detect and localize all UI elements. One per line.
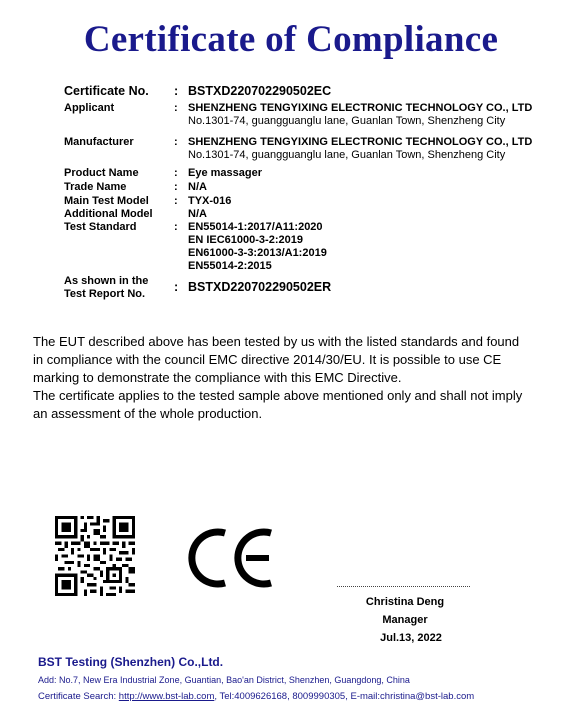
applicant-name: SHENZHENG TENGYIXING ELECTRONIC TECHNOLOGY CO., LTD [188, 102, 533, 114]
manufacturer-address: No.1301-74, guangguanglu lane, Guanlan Town, Shenzheng City [188, 149, 506, 161]
field-test-report [64, 275, 331, 301]
signature-line [337, 586, 470, 587]
field-test-standard [64, 221, 327, 273]
main-test-model-value: TYX-016 [188, 195, 232, 207]
field-certificate-no [64, 84, 331, 99]
statement-line: The certificate applies to the tested sample above mentioned only and shall not imply [33, 388, 523, 403]
qr-code-icon [55, 516, 135, 596]
field-label: Applicant [64, 102, 115, 114]
field-colon: : [174, 136, 178, 148]
field-additional-model [64, 208, 207, 221]
applicant-address: No.1301-74, guangguanglu lane, Guanlan Town, Shenzheng City [188, 115, 506, 127]
certificate-number: BSTXD220702290502EC [188, 84, 332, 98]
field-label: Certificate No. [64, 84, 149, 98]
field-main-test-model [64, 195, 231, 208]
website-link[interactable]: http://www.bst-lab.com [118, 691, 215, 702]
field-colon: : [174, 195, 178, 207]
footer-search [38, 691, 474, 702]
test-standard-item: EN55014-1:2017/A11:2020 [188, 221, 323, 233]
field-label: Test Standard [64, 221, 137, 233]
field-label: Test Report No. [64, 288, 146, 300]
test-standard-item: EN61000-3-3:2013/A1:2019 [188, 247, 327, 259]
statement-line: marking to demonstrate the compliance with this EMC Directive. [33, 370, 402, 385]
additional-model-value: N/A [188, 208, 207, 220]
field-colon: : [174, 102, 178, 114]
field-label: Product Name [64, 167, 139, 179]
field-manufacturer [64, 136, 532, 162]
signatory-name: Christina Deng [365, 596, 445, 608]
signatory-title: Manager [382, 614, 428, 626]
field-label: Main Test Model [64, 195, 149, 207]
certificate-title: Certificate of Compliance [83, 19, 499, 60]
field-colon: : [174, 280, 179, 294]
field-label: Manufacturer [64, 136, 134, 148]
statement-line: in compliance with the council EMC directive 2014/30/EU. It is possible to use CE [33, 352, 502, 367]
statement-line: an assessment of the whole production. [33, 406, 263, 421]
field-product-name [64, 167, 262, 180]
field-colon: : [174, 84, 179, 98]
field-label: Trade Name [64, 181, 127, 193]
field-label: Additional Model [64, 208, 153, 220]
footer-company: BST Testing (Shenzhen) Co.,Ltd. [38, 655, 224, 669]
field-colon: : [174, 167, 178, 179]
field-colon: : [174, 181, 178, 193]
test-report-number: BSTXD220702290502ER [188, 280, 332, 294]
footer-address: Add: No.7, New Era Industrial Zone, Guantian, Bao'an District, Shenzhen, Guangdong, China [38, 675, 410, 685]
field-trade-name [64, 181, 207, 194]
statement-line: The EUT described above has been tested by us with the listed standards and found [33, 334, 520, 349]
manufacturer-name: SHENZHENG TENGYIXING ELECTRONIC TECHNOLOGY CO., LTD [188, 136, 533, 148]
signature-date: Jul.13, 2022 [380, 632, 442, 644]
footer-contact: , Tel:4009626168, 8009990305, E-mail:christina@bst-lab.com [214, 691, 475, 702]
field-colon: : [174, 221, 178, 233]
search-label: Certificate Search: [38, 691, 119, 702]
compliance-statement [33, 333, 553, 423]
field-applicant [64, 102, 532, 128]
ce-mark-icon [187, 523, 277, 593]
test-standard-item: EN IEC61000-3-2:2019 [188, 234, 303, 246]
product-name-value: Eye massager [188, 167, 262, 179]
trade-name-value: N/A [188, 181, 207, 193]
test-standard-item: EN55014-2:2015 [188, 260, 272, 272]
field-label: As shown in the [64, 275, 149, 287]
